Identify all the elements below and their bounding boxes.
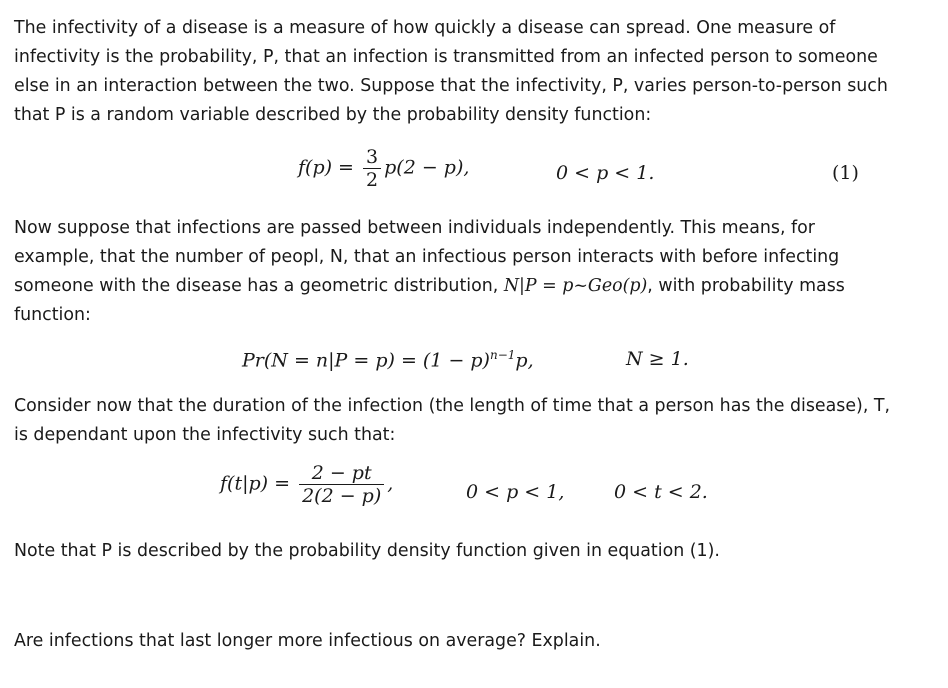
equation-3: f(t|p) = $\frac{2 - pt}{2(2 - p)}$ ,: [220, 462, 394, 507]
text-line: else in an interaction between the two. Suppose that the infectivity, P, varies person-to-person such: [14, 76, 888, 96]
text-line: function:: [14, 305, 91, 325]
equation-3-domain-p: 0 < p < 1,: [466, 481, 565, 503]
intro-paragraph: [14, 14, 929, 130]
equation-3-fraction: $\frac{2 - pt}{2(2 - p)}$: [299, 462, 384, 507]
equation-1-fraction: $\frac{3}{2}$: [363, 146, 381, 191]
equation-1-domain: 0 < p < 1.: [556, 162, 655, 184]
text-line: example, that the number of peopl, N, that an infectious person interacts with before infecting: [14, 247, 840, 267]
text-line: infectivity is the probability, P, that an infection is transmitted from an infected person to someone: [14, 47, 878, 67]
equation-2-domain: N ≥ 1.: [626, 348, 689, 370]
equation-1-label: (1): [832, 162, 859, 184]
text-line: is dependant upon the infectivity such that:: [14, 425, 396, 445]
question-text: Are infections that last longer more infectious on average? Explain.: [14, 631, 601, 651]
text-line: Now suppose that infections are passed between individuals independently. This means, for: [14, 218, 815, 238]
text-line: someone with the disease has a geometric distribution, N|P = p~Geo(p), with probability mass: [14, 276, 845, 296]
geometric-paragraph: [14, 214, 929, 330]
question-paragraph: [14, 627, 929, 656]
note-paragraph: [14, 537, 929, 566]
text-line: The infectivity of a disease is a measure of how quickly a disease can spread. One measure of: [14, 18, 836, 38]
text-line: that P is a random variable described by the probability density function:: [14, 105, 652, 125]
text-line: Consider now that the duration of the infection (the length of time that a person has the disease), T,: [14, 396, 891, 416]
equation-1-lhs: f(p) = $\frac{3}{2}$ p(2 − p),: [298, 146, 470, 191]
equation-2: $Pr(N = n|P = p) = (1 - p)^{n-1}p$,: [242, 348, 534, 372]
duration-paragraph: [14, 392, 929, 450]
inline-math: N|P = p~Geo(p): [503, 276, 648, 296]
text-line: Note that P is described by the probability density function given in equation (1).: [14, 541, 720, 561]
equation-3-domain-t: 0 < t < 2.: [614, 481, 708, 503]
